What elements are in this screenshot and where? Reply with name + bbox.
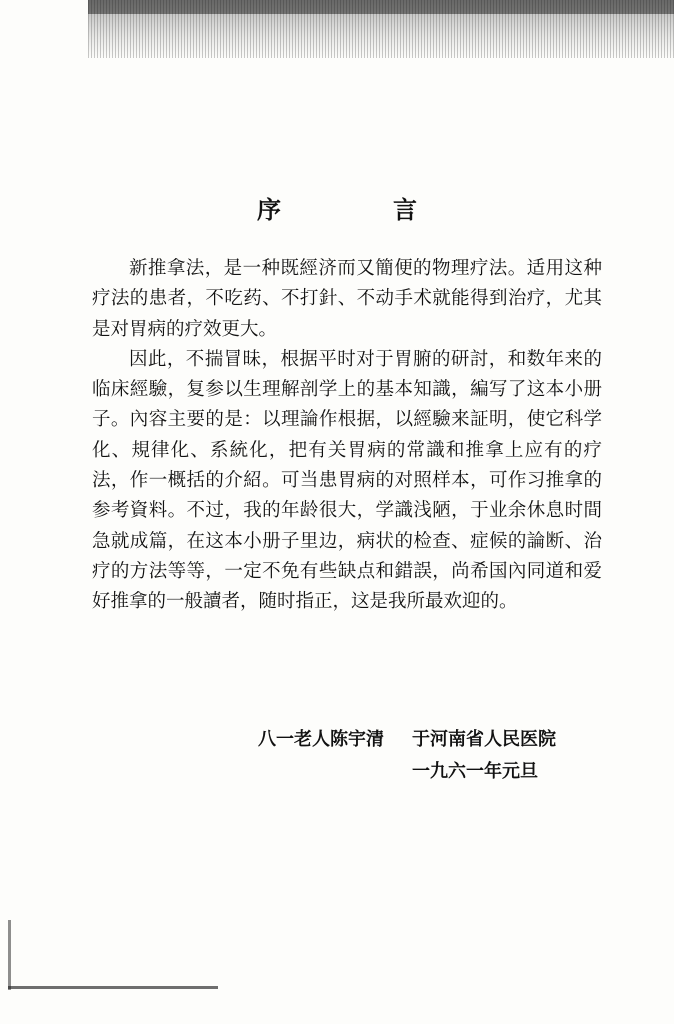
signature-block	[258, 724, 556, 788]
scan-noise-top	[88, 0, 674, 58]
page-title: 序 言	[257, 195, 461, 224]
scan-edge-left	[8, 920, 11, 990]
paragraph-2: 因此，不揣冒昧，根据平时对于胃腑的研討，和数年来的临床經驗，复参以生理解剖学上的基本知識，編写了这本小册子。內容主要的是：以理論作根据，以經驗来証明，使它科学化、規律化、系統化，把有关胃病的常識和推拿上应有的疗法，作一概括的介紹。可当患胃病的对照样本，可作习推拿的参考資料。不过，我的年龄很大，学識浅陋，于业余休息时間急就成篇，在这本小册子里边，病状的检查、症候的論断、治疗的方法等等，一定不免有些缺点和錯誤，尚希国內同道和爱好推拿的一般讀者，随时指正，这是我所最欢迎的。	[92, 348, 602, 613]
signature-author: 八一老人陈宇清	[258, 729, 384, 750]
paragraph-1: 新推拿法，是一种既經济而又簡便的物理疗法。适用这种疗法的患者，不吃药、不打針、不动手术就能得到治疗，尤其是对胃病的疗效更大。	[92, 258, 602, 340]
signature-line	[258, 724, 556, 756]
scan-edge-bottom	[8, 986, 218, 989]
signature-date: 一九六一年元旦	[412, 761, 538, 782]
signature-place: 于河南省人民医院	[412, 729, 556, 750]
preface-body	[92, 254, 602, 618]
